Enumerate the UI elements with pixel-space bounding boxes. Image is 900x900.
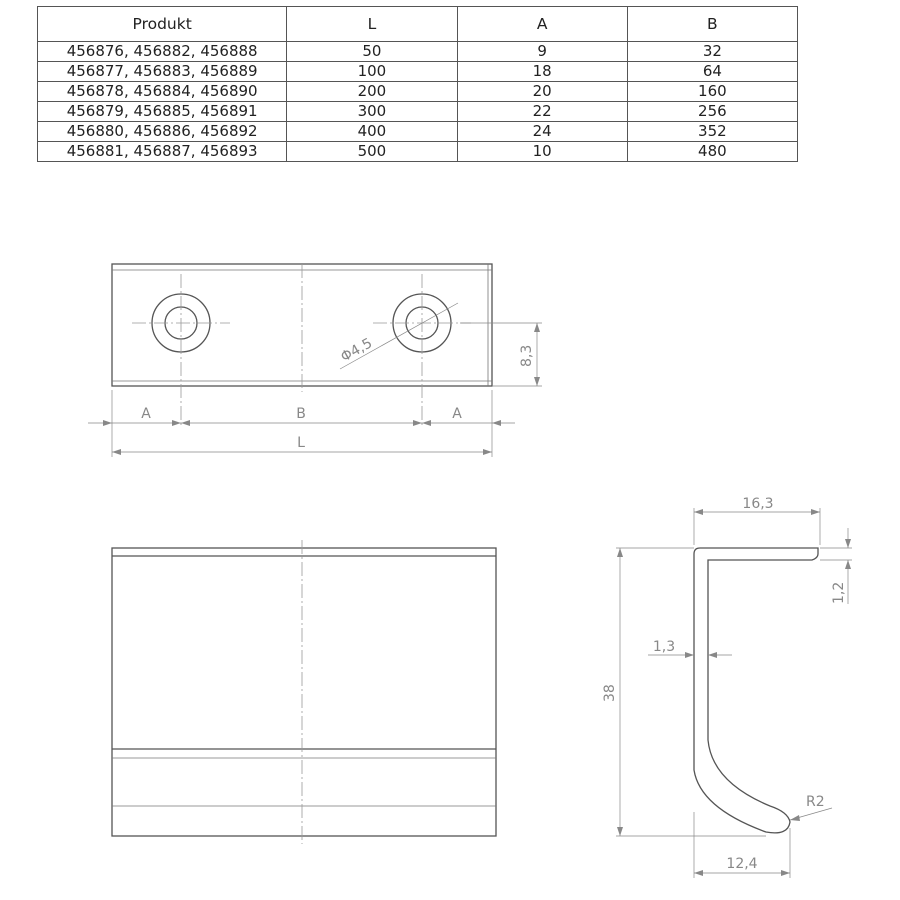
arrow-head (617, 548, 623, 557)
panel-view (112, 540, 496, 844)
cell-b: 160 (627, 82, 797, 102)
cell-b: 64 (627, 62, 797, 82)
cell-b: 352 (627, 122, 797, 142)
header-l: L (287, 7, 457, 42)
arrow-head (181, 420, 190, 426)
arrow-head (422, 420, 431, 426)
arrow-head (694, 509, 703, 515)
hole-height-label: 8,3 (519, 344, 535, 367)
cell-a: 20 (457, 82, 627, 102)
cell-produkt: 456876, 456882, 456888 (38, 42, 287, 62)
cell-produkt: 456881, 456887, 456893 (38, 142, 287, 162)
arrow-head (112, 449, 121, 455)
arrow-head (534, 323, 540, 332)
dim-a-left: A (141, 406, 151, 422)
header-produkt: Produkt (38, 7, 287, 42)
dim-length: L (297, 435, 305, 451)
dim-b-center: B (296, 406, 306, 422)
cell-a: 22 (457, 102, 627, 122)
cell-l: 100 (287, 62, 457, 82)
cell-l: 50 (287, 42, 457, 62)
top-width-label: 16,3 (742, 496, 774, 512)
arrow-head (708, 652, 717, 658)
arrow-head (617, 827, 623, 836)
cell-produkt: 456878, 456884, 456890 (38, 82, 287, 102)
arrow-head (172, 420, 181, 426)
header-b: B (627, 7, 797, 42)
arrow-head (685, 652, 694, 658)
arrow-head (845, 539, 851, 548)
cell-l: 500 (287, 142, 457, 162)
cell-produkt: 456879, 456885, 456891 (38, 102, 287, 122)
wall-thickness-label: 1,3 (652, 639, 676, 655)
front-view (88, 264, 542, 457)
cell-produkt: 456880, 456886, 456892 (38, 122, 287, 142)
radius-label: R2 (806, 794, 825, 810)
cell-b: 480 (627, 142, 797, 162)
cell-l: 200 (287, 82, 457, 102)
side-profile-view (602, 496, 852, 878)
arrow-head (103, 420, 112, 426)
cell-a: 10 (457, 142, 627, 162)
cell-l: 400 (287, 122, 457, 142)
panel-view-outline (112, 548, 496, 836)
arrow-head (413, 420, 422, 426)
cell-a: 18 (457, 62, 627, 82)
cell-b: 32 (627, 42, 797, 62)
arrow-head (492, 420, 501, 426)
hole-diameter-label: Φ4,5 (338, 335, 376, 366)
arrow-head (781, 870, 790, 876)
bottom-width-label: 12,4 (726, 856, 758, 872)
header-a: A (457, 7, 627, 42)
cell-a: 9 (457, 42, 627, 62)
dim-a-right: A (452, 406, 462, 422)
arrow-head (694, 870, 703, 876)
arrow-head (845, 560, 851, 569)
arrow-head (811, 509, 820, 515)
arrow-head (790, 815, 800, 821)
arrow-head (534, 377, 540, 386)
diameter-leader (340, 303, 458, 369)
profile-outline (694, 548, 818, 833)
cell-produkt: 456877, 456883, 456889 (38, 62, 287, 82)
cell-a: 24 (457, 122, 627, 142)
arrow-head (483, 449, 492, 455)
cell-l: 300 (287, 102, 457, 122)
height-label: 38 (602, 684, 618, 702)
cell-b: 256 (627, 102, 797, 122)
thickness-top-label: 1,2 (831, 581, 847, 604)
